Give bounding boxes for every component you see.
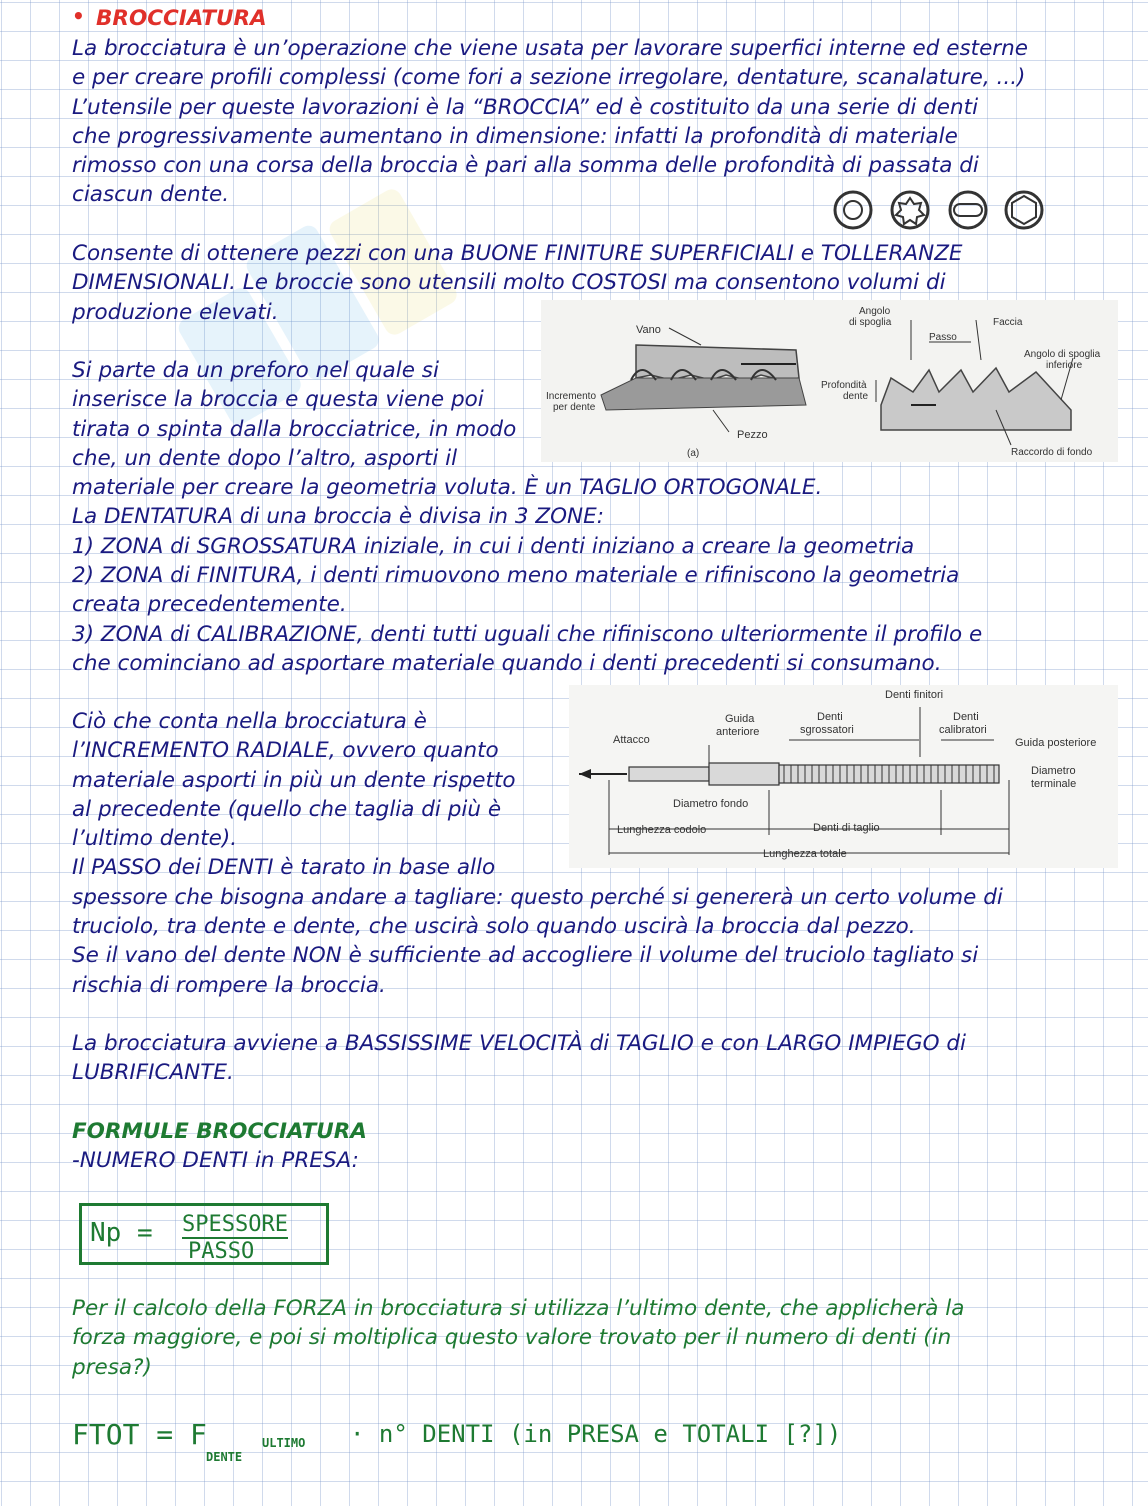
text-line: DIMENSIONALI. Le broccie sono utensili molto COSTOSI ma consentono volumi di [72,270,946,296]
text-line: 2) ZONA di FINITURA, i denti rimuovono meno materiale e rifiniscono la geometria [72,563,960,589]
process-paragraph [72,356,1122,678]
fig2-label-sgross-2: sgrossatori [800,724,854,736]
text-line: La DENTATURA di una broccia è divisa in 3 ZONE: [72,504,604,530]
text-line: l’INCREMENTO RADIALE, ovvero quanto [72,738,499,764]
fig1-label-angolo: Angolo [859,306,891,317]
text-line: Ciò che conta nella brocciatura è [72,709,427,734]
fig1-label-profondita: Profondità [821,380,867,391]
fig1-label-pezzo: Pezzo [737,429,768,441]
text-line: Il PASSO dei DENTI è tarato in base allo [72,855,496,881]
np-formula-numerator: SPESSORE [182,1212,288,1237]
fig2-label-calib-1: Denti [953,711,979,723]
text-line: Per il calcolo della FORZA in brocciatura si utilizza l’ultimo dente, che applicherà la [72,1296,965,1321]
fig2-label-guida-1: Guida [725,713,755,725]
fig1-label-vano: Vano [636,324,661,336]
radial-paragraph [72,707,1122,1000]
fig2-label-denti-finitori: Denti finitori [885,689,944,701]
text-line: spessore che bisogna andare a tagliare: questo perché si genererà un certo volume di [72,884,1003,910]
text-line: LUBRIFICANTE. [72,1060,234,1086]
text-line: La brocciatura è un’operazione che viene usata per lavorare superfici interne ed esterne [72,36,1029,61]
np-formula-lhs: Np = [90,1218,153,1248]
text-line: L’utensile per queste lavorazioni è la “BROCCIA” ed è costituito da una serie di denti [72,94,979,120]
text-line: che progressivamente aumentano in dimensione: infatti la profondità di materiale [72,123,958,149]
fig2-label-diam-term-2: terminale [1031,778,1077,790]
text-line: Se il vano del dente NON è sufficiente ad accogliere il volume del truciolo tagliato si [72,943,979,969]
text-line: 1) ZONA di SGROSSATURA iniziale, in cui i denti iniziano a creare la geometria [72,533,915,559]
speed-paragraph [72,1029,1122,1088]
fig1-label-di-spoglia: di spoglia [849,317,892,328]
fig2-label-attacco: Attacco [613,734,650,746]
fig2-label-lung-totale: Lunghezza totale [763,848,847,860]
text-line: che cominciano ad asportare materiale quando i denti precedenti si consumano. [72,650,942,676]
text-line: ciascun dente. [72,182,230,208]
text-line: truciolo, tra dente e dente, che uscirà solo quando uscirà la broccia dal pezzo. [72,914,916,940]
force-formula-sub: ULTIMO [262,1436,306,1450]
np-formula-box [79,1203,329,1265]
fig2-label-denti-taglio: Denti di taglio [813,822,880,834]
text-line: Consente di ottenere pezzi con una BUONE FINITURE SUPERFICIALI e TOLLERANZE [72,241,963,266]
fig1-label-incremento: Incremento [546,391,597,402]
fig1-label-raccordo: Raccordo di fondo [1011,447,1093,458]
fig2-label-sgross-1: Denti [817,711,843,723]
fig2-label-lung-codolo: Lunghezza codolo [617,824,707,836]
text-line: creata precedentemente. [72,592,347,618]
section-title: BROCCIATURA [96,6,267,31]
text-line: forza maggiore, e poi si moltiplica questo valore trovato per il numero di denti (in [72,1325,952,1351]
fig1-label-per-dente: per dente [553,402,596,413]
fig1-label-a: (a) [687,448,700,459]
fig2-label-calib-2: calibratori [939,724,987,736]
formulas-heading: FORMULE BROCCIATURA [72,1119,367,1144]
text-line: presa?) [72,1354,152,1380]
text-line: rimosso con una corsa della broccia è pari alla somma delle profondità di passata di [72,153,979,179]
text-line: La brocciatura avviene a BASSISSIME VELOCITÀ di TAGLIO e con LARGO IMPIEGO di [72,1031,967,1056]
force-formula-lhs: FTOT = F [72,1418,207,1451]
force-formula-sub2: DENTE [206,1450,243,1464]
formulas-subheading: -NUMERO DENTI in PRESA: [72,1148,359,1174]
fig1-label-dente: dente [843,391,869,402]
force-paragraph [72,1294,1122,1382]
np-formula-denominator: PASSO [188,1239,255,1264]
fig1-label-inferiore: inferiore [1046,360,1083,371]
text-line: produzione elevati. [72,299,279,325]
force-formula-rhs: · n° DENTI (in PRESA e TOTALI [?]) [350,1420,842,1448]
fig2-label-diam-fondo: Diametro fondo [673,798,749,810]
text-line: materiale asporti in più un dente rispetto [72,767,516,793]
fig1-label-angolo-inf: Angolo di spoglia [1024,349,1101,360]
intro-paragraph [72,34,1122,210]
fig1-label-passo: Passo [929,332,957,343]
fig1-label-faccia: Faccia [993,317,1023,328]
force-formula [72,1418,972,1468]
text-line: 3) ZONA di CALIBRAZIONE, denti tutti uguali che rifiniscono ulteriormente il profilo e [72,621,983,647]
text-line: e per creare profili complessi (come fori a sezione irregolare, dentature, scanalature, ...) [72,65,1026,91]
title-bullet: • [72,4,85,28]
text-line: l’ultimo dente). [72,826,238,852]
text-line: tirata o spinta dalla brocciatrice, in modo [72,416,517,442]
broach-profiles-figure [828,186,1050,234]
text-line: inserisce la broccia e questa viene poi [72,387,484,413]
text-line: al precedente (quello che taglia di più è [72,796,502,822]
fig2-label-guida-2: anteriore [716,726,760,738]
text-line: materiale per creare la geometria voluta. È un TAGLIO ORTOGONALE. [72,475,823,501]
fig2-label-diam-term-1: Diametro [1031,765,1076,777]
text-line: Si parte da un preforo nel quale si [72,358,439,383]
text-line: rischia di rompere la broccia. [72,972,386,998]
text-line: che, un dente dopo l’altro, asporti il [72,445,458,471]
fig2-label-guida-post: Guida posteriore [1015,737,1097,749]
